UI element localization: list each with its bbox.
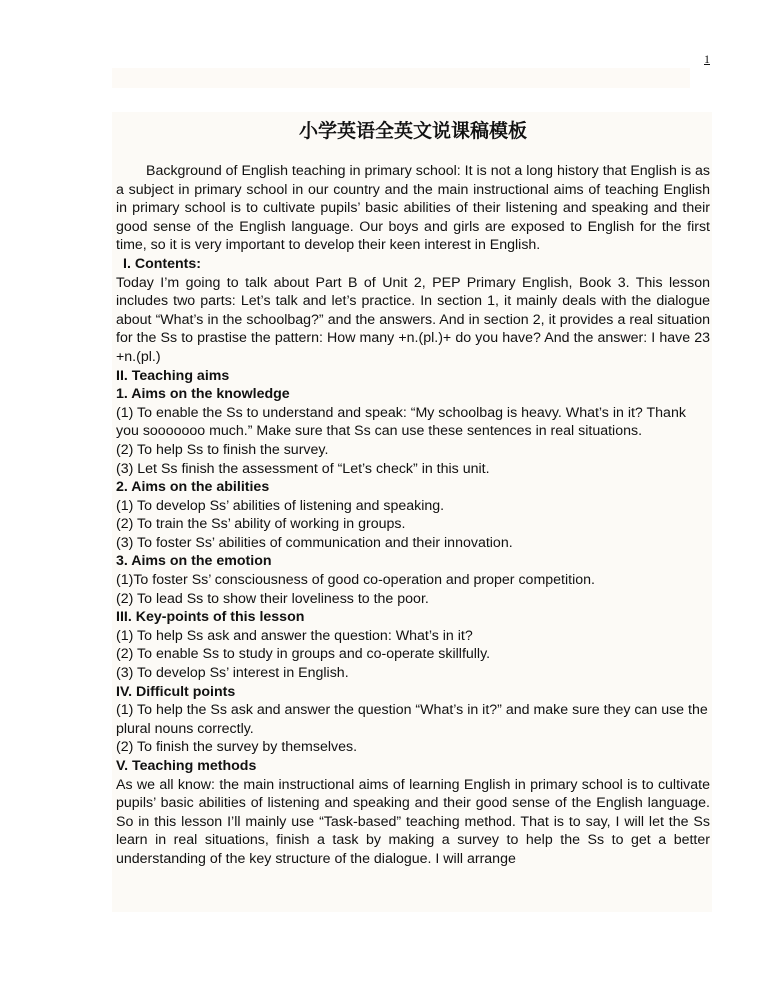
teaching-methods-paragraph: As we all know: the main instructional aims of learning English in primary school is to cultivate pupils’ basic abilities of listening and speaking and their good sense of the English language. So in this lesson I’ll mainly use “Task-based” teaching method. That is to say, I will let the Ss learn in real situations, finish a task by making a survey to help the Ss to get a better understanding of the key structure of the dialogue. I will arrange [116, 776, 710, 867]
intro-paragraph: Background of English teaching in primary school: It is not a long history that English is as a subject in primary school in our country and the main instructional aims of teaching English in primary school is to cultivate pupils’ basic abilities of their listening and speaking and their good sense of the English language. Our boys and girls are exposed to English for the first time, so it is very important to develop their keen interest in English. [116, 163, 710, 254]
aims-emotion-list [116, 571, 710, 608]
teaching-aims-heading: II. Teaching aims [116, 367, 230, 384]
contents-paragraph: Today I’m going to talk about Part B of Unit 2, PEP Primary English, Book 3. This lesson includes two parts: Let’s talk and let’s practice. In section 1, it mainly deals with the dialogue about “What’s in the schoolbag?” and the answers. And in section 2, it provides a real situation for the Ss to prastise the pattern: How many +n.(pl.)+ do you have? And the answer: I have 23 +n.(pl.) [116, 274, 710, 365]
list-item: (2) To enable Ss to study in groups and co-operate skillfully. [116, 646, 491, 663]
list-item: (2) To lead Ss to show their loveliness to the poor. [116, 590, 429, 607]
list-item: (2) To finish the survey by themselves. [116, 739, 358, 756]
aims-abilities-heading: 2. Aims on the abilities [116, 479, 270, 496]
list-item: (2) To help Ss to finish the survey. [116, 441, 329, 458]
document-title: 小学英语全英文说课稿模板 [298, 120, 527, 142]
aims-knowledge-list [116, 404, 710, 478]
list-item: (3) Let Ss finish the assessment of “Let’s check” in this unit. [116, 460, 490, 477]
list-item: (1) To help Ss ask and answer the question: What’s in it? [116, 627, 473, 644]
list-item: (3) To develop Ss’ interest in English. [116, 665, 349, 682]
list-item: (1)To foster Ss’ consciousness of good co-operation and proper competition. [116, 572, 595, 589]
key-points-heading: III. Key-points of this lesson [116, 609, 305, 626]
contents-heading: I. Contents: [123, 255, 202, 272]
aims-knowledge-heading: 1. Aims on the knowledge [116, 386, 290, 403]
list-item: (1) To enable the Ss to understand and speak: “My schoolbag is heavy. What’s in it? Thank you sooooooo much.” Make sure that Ss can use these sentences in real situations. [116, 404, 686, 440]
header-band [112, 68, 690, 88]
key-points-list [116, 627, 710, 683]
teaching-methods-heading: V. Teaching methods [116, 758, 257, 774]
difficult-points-list [116, 701, 710, 757]
aims-abilities-list [116, 497, 710, 553]
list-item: (1) To help the Ss ask and answer the question “What’s in it?” and make sure they can use the plural nouns correctly. [116, 702, 708, 737]
aims-emotion-heading: 3. Aims on the emotion [116, 553, 272, 570]
list-item: (3) To foster Ss’ abilities of communication and their innovation. [116, 534, 513, 551]
list-item: (1) To develop Ss’ abilities of listening and speaking. [116, 497, 445, 514]
difficult-points-heading: IV. Difficult points [116, 683, 236, 700]
document-content [116, 118, 710, 869]
page-number: 1 [704, 52, 710, 66]
list-item: (2) To train the Ss’ ability of working in groups. [116, 516, 406, 533]
